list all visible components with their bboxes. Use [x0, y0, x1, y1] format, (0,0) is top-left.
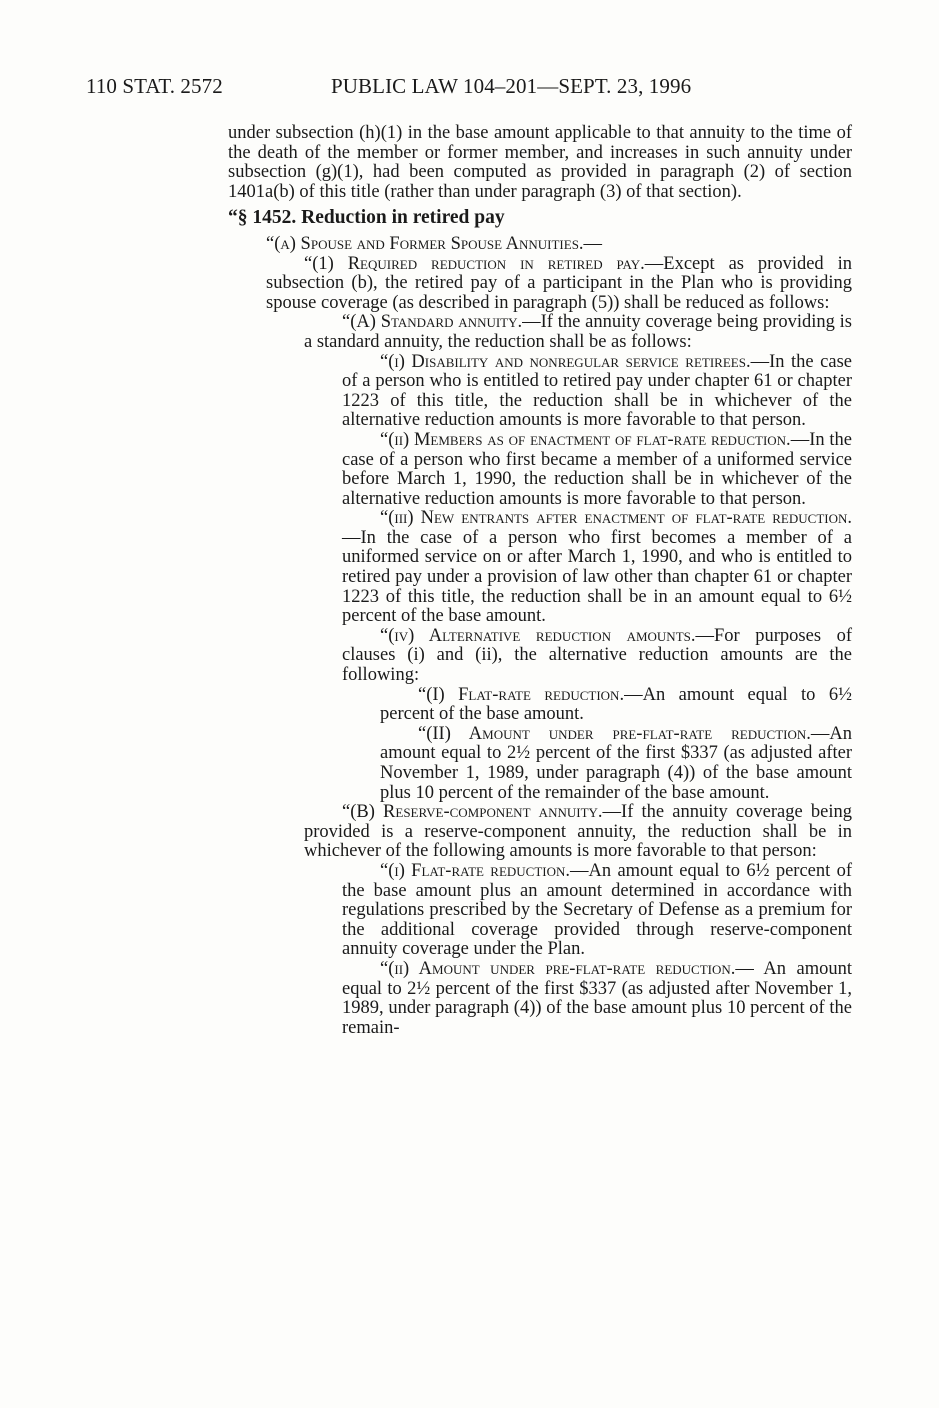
clause-B-ii-text: — An amount equal to 2½ percent of the first $337 (as adjusted after November 1, 1989, under paragraph (4)) of the base amount plus 10 percent of the remain- — [342, 958, 852, 1038]
clause-B-i — [342, 862, 852, 960]
subclause-I-label: “(I) Flat-rate reduction. — [418, 684, 625, 705]
subparagraph-A — [304, 313, 852, 352]
clause-ii — [342, 431, 852, 509]
paragraph-1-text: —Except as provided in subsection (b), the retired pay of a participant in the Plan who is providing spouse coverage (as described in paragraph (5)) shall be reduced as follows: — [266, 253, 852, 313]
clause-i-text: —In the case of a person who is entitled to retired pay under chapter 61 or chapter 1223 of this title, the reduction shall be in whichever of the alternative reduction amounts is more favorable to that person. — [342, 351, 852, 431]
clause-iii-text: —In the case of a person who first becomes a member of a uniformed service on or after March 1, 1990, and who is entitled to retired pay under a provision of law other than chapter 61 or chapter 1223 of this title, the reduction shall be in an amount equal to 6½ percent of the base amount. — [342, 527, 852, 627]
paragraph-1 — [266, 255, 852, 314]
subclause-II-label: “(II) Amount under pre-flat-rate reduction. — [418, 723, 811, 744]
clause-i — [342, 353, 852, 431]
subclause-I-text: —An amount equal to 6½ percent of the base amount. — [380, 684, 852, 725]
subparagraph-B — [304, 803, 852, 862]
clause-B-ii — [342, 960, 852, 1038]
clause-B-ii-label: “(ii) Amount under pre-flat-rate reduction. — [380, 958, 736, 979]
clause-B-i-label: “(i) Flat-rate reduction. — [380, 860, 571, 881]
clause-iii-label: “(iii) New entrants after enactment of flat-rate reduction. — [380, 508, 852, 529]
subparagraph-B-label: “(B) Reserve-component annuity. — [342, 802, 603, 823]
public-law-citation: PUBLIC LAW 104–201—SEPT. 23, 1996 — [331, 74, 692, 98]
clause-ii-text: —In the case of a person who first became a member of a uniformed service before March 1, 1990, the reduction shall be in whichever of the alternative reduction amounts is more favorable to that person. — [342, 429, 852, 509]
subsection-a-heading — [266, 235, 852, 255]
clause-i-label: “(i) Disability and nonregular service retirees. — [380, 351, 751, 372]
clause-iii — [342, 509, 852, 627]
subparagraph-A-text: —If the annuity coverage being providing is a standard annuity, the reduction shall be as follows: — [304, 312, 852, 352]
subparagraph-A-label: “(A) Standard annuity. — [342, 312, 523, 333]
subclause-I — [380, 686, 852, 725]
subclause-II — [380, 725, 852, 803]
subparagraph-B-text: —If the annuity coverage being provided is a reserve-component annuity, the reduction shall be in whichever of the following amounts is more favorable to that person: — [304, 802, 852, 862]
paragraph-1-label: “(1) Required reduction in retired pay. — [304, 253, 645, 274]
section-heading: “§ 1452. Reduction in retired pay — [228, 207, 505, 229]
clause-ii-label: “(ii) Members as of enactment of flat-rate reduction. — [380, 429, 791, 450]
intro-paragraph: under subsection (h)(1) in the base amount applicable to that annuity to the time of the death of the member or former member, and increases in such annuity under subsection (g)(1), had been computed as provided in paragraph (2) of section 1401a(b) of this title (rather than under paragraph (3) of that section). — [228, 123, 852, 202]
clause-B-i-text: —An amount equal to 6½ percent of the base amount plus an amount determined in accordance with regulations prescribed by the Secretary of Defense as a premium for the additional coverage provided through reserve-component annuity coverage under the Plan. — [342, 860, 852, 960]
clause-iv-text: —For purposes of clauses (i) and (ii), the alternative reduction amounts are the following: — [342, 625, 852, 686]
subsection-a-label: “(a) Spouse and Former Spouse Annuities.— — [266, 233, 603, 254]
statute-text — [228, 124, 852, 1038]
subclause-II-text: —An amount equal to 2½ percent of the first $337 (as adjusted after November 1, 1989, under paragraph (4)) of the base amount plus 10 percent of the remainder of the base amount. — [380, 723, 852, 803]
clause-iv — [342, 627, 852, 686]
stat-page-number: 110 STAT. 2572 — [86, 74, 223, 98]
clause-iv-label: “(iv) Alternative reduction amounts. — [380, 625, 696, 646]
